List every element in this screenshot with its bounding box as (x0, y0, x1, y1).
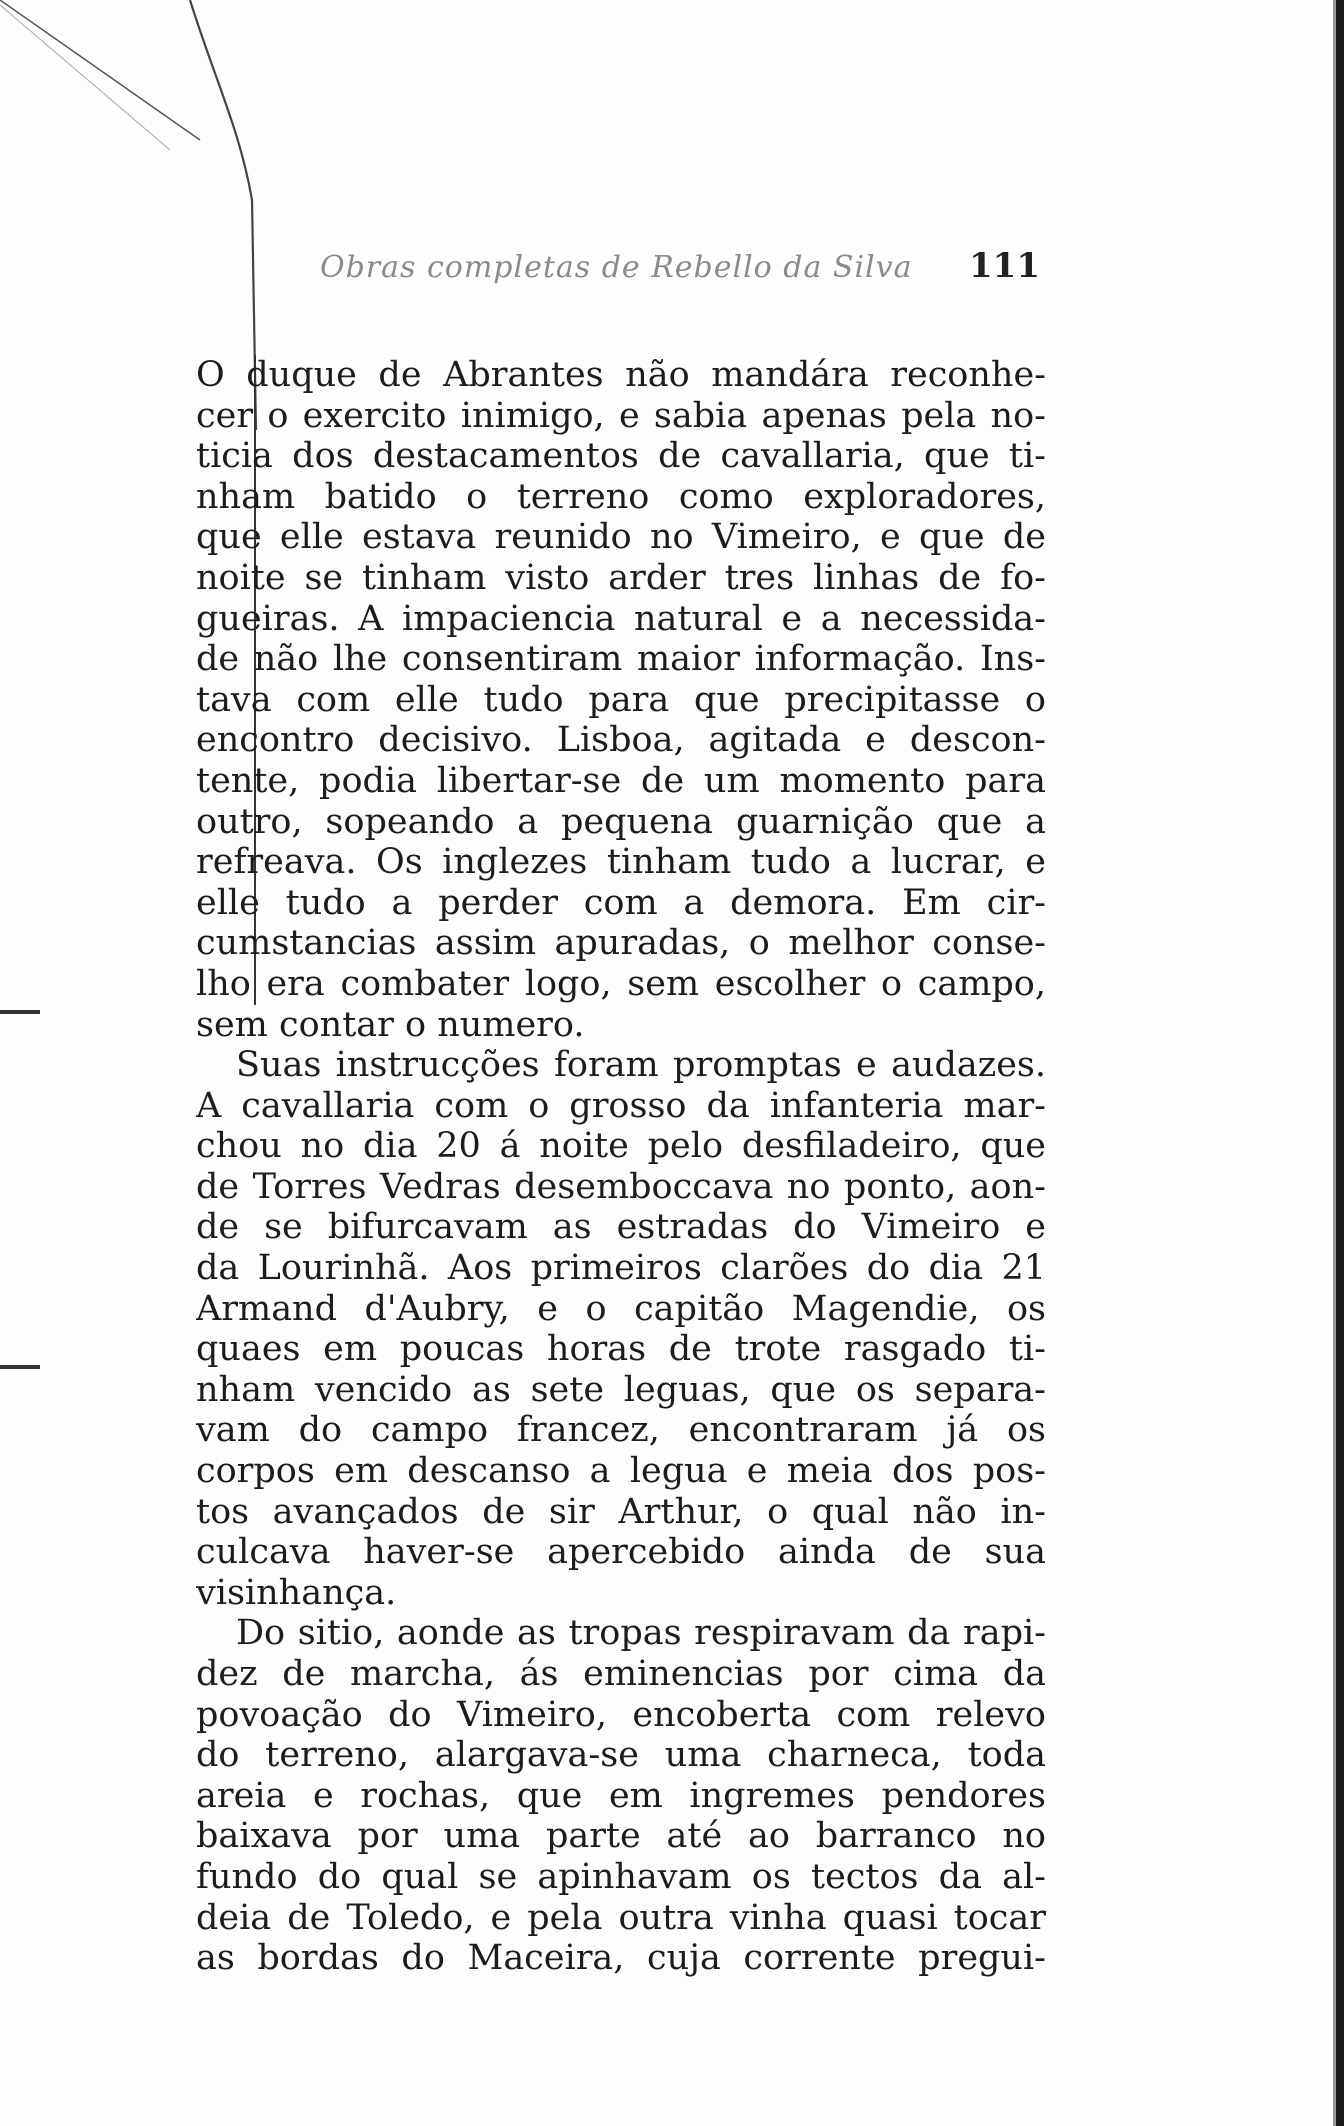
text-line: dez de marcha, ás eminencias por cima da (196, 1654, 1046, 1694)
text-line: culcava haver-se apercebido ainda de sua (196, 1532, 1046, 1573)
text-line: cumstancias assim apuradas, o melhor conse- (196, 923, 1046, 964)
text-line: sem contar o numero. (196, 1004, 585, 1045)
text-line: A cavallaria com o grosso da infanteria mar- (196, 1085, 1046, 1126)
text-line: deia de Toledo, e pela outra vinha quasi tocar (196, 1897, 1046, 1938)
body-text (196, 355, 1046, 1979)
page-edge (1336, 0, 1344, 2126)
text-line: de Torres Vedras desemboccava no ponto, aon- (196, 1166, 1046, 1207)
text-line: Suas instrucções foram promptas e audazes. (236, 1045, 1046, 1086)
text-line: vam do campo francez, encontraram já os (196, 1410, 1046, 1451)
text-line: povoação do Vimeiro, encoberta com relevo (196, 1694, 1046, 1735)
text-line: refreava. Os inglezes tinham tudo a lucrar, e (196, 842, 1046, 883)
text-line: noite se tinham visto arder tres linhas de fo- (196, 557, 1046, 598)
text-line: chou no dia 20 á noite pelo desfiladeiro, que (196, 1126, 1046, 1167)
text-line: tente, podia libertar-se de um momento para (196, 760, 1046, 801)
text-line: fundo do qual se apinhavam os tectos da al- (196, 1856, 1046, 1897)
text-line: cer o exercito inimigo, e sabia apenas pela no- (196, 395, 1046, 436)
text-line: nham vencido as sete leguas, que os separa- (196, 1369, 1046, 1410)
text-line: da Lourinhã. Aos primeiros clarões do dia 21 (196, 1248, 1046, 1289)
page-header (320, 246, 1040, 300)
text-line: areia e rochas, que em ingremes pendores (196, 1775, 1046, 1816)
text-line: visinhança. (196, 1572, 397, 1613)
text-line: nham batido o terreno como exploradores, (196, 476, 1046, 517)
text-line: ticia dos destacamentos de cavallaria, que ti- (196, 436, 1046, 477)
text-line: Armand d'Aubry, e o capitão Magendie, os (196, 1288, 1046, 1329)
margin-mark (0, 1010, 40, 1014)
text-line: encontro decisivo. Lisboa, agitada e descon- (196, 720, 1046, 761)
text-line: O duque de Abrantes não mandára reconhe- (196, 355, 1046, 395)
running-title: Obras completas de Rebello da Silva (320, 250, 913, 285)
text-line: de se bifurcavam as estradas do Vimeiro e (196, 1207, 1046, 1248)
text-line: elle tudo a perder com a demora. Em cir- (196, 882, 1046, 923)
text-line: gueiras. A impaciencia natural e a necessida- (196, 598, 1046, 639)
text-line: que elle estava reunido no Vimeiro, e que de (196, 517, 1046, 558)
text-line: outro, sopeando a pequena guarnição que a (196, 801, 1046, 842)
text-line: tos avançados de sir Arthur, o qual não in- (196, 1491, 1046, 1532)
text-line: lho era combater logo, sem escolher o campo, (196, 963, 1046, 1004)
text-line: quaes em poucas horas de trote rasgado ti- (196, 1329, 1046, 1370)
text-line: as bordas do Maceira, cuja corrente pregui- (196, 1938, 1046, 1979)
text-line: de não lhe consentiram maior informação. Ins- (196, 639, 1046, 680)
text-line: baixava por uma parte até ao barranco no (196, 1816, 1046, 1857)
page-number: 111 (969, 246, 1040, 286)
text-line: do terreno, alargava-se uma charneca, toda (196, 1735, 1046, 1776)
text-line: Do sitio, aonde as tropas respiravam da rapi- (236, 1613, 1046, 1654)
margin-mark (0, 1365, 40, 1369)
text-line: corpos em descanso a legua e meia dos pos- (196, 1451, 1046, 1492)
text-line: tava com elle tudo para que precipitasse o (196, 679, 1046, 720)
